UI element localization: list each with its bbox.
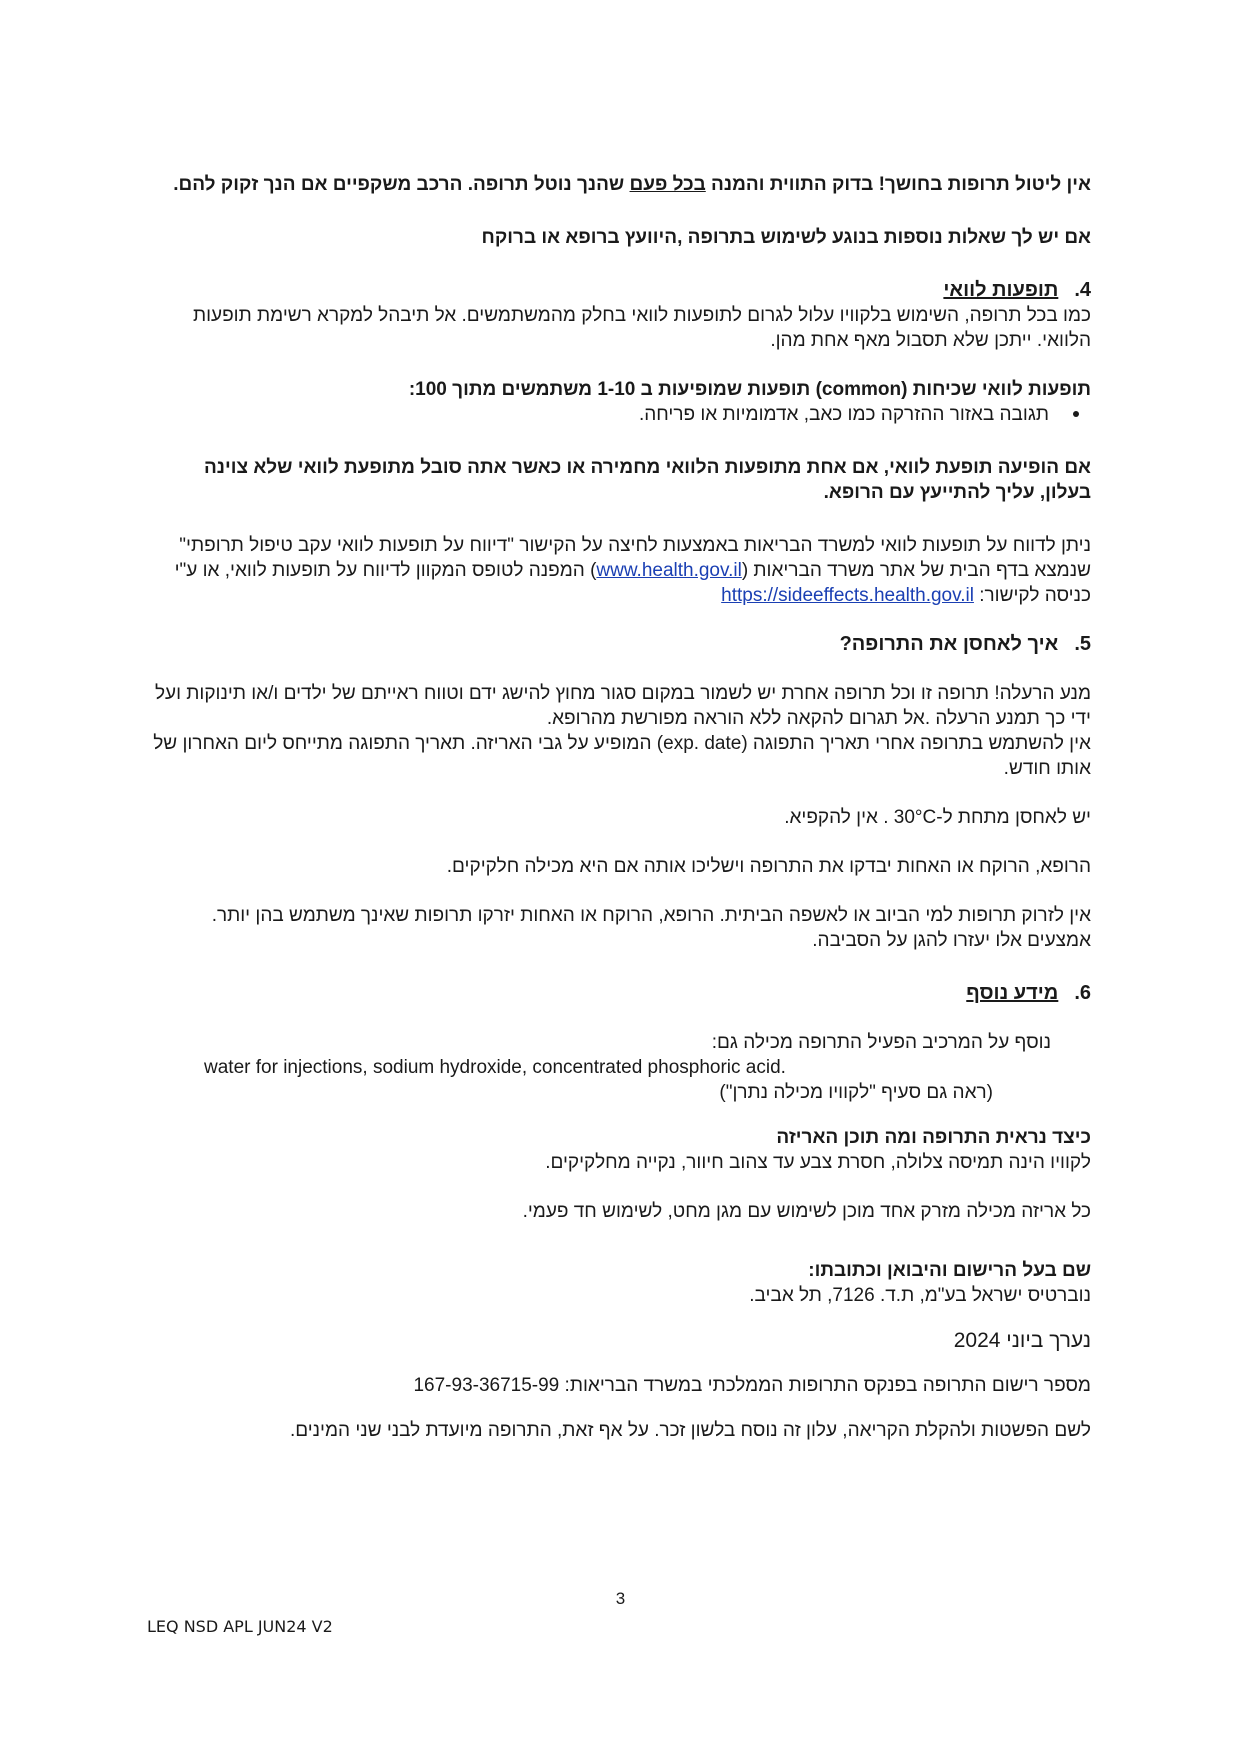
sideeffects-link[interactable]: https://sideeffects.health.gov.il (721, 585, 974, 606)
side-effects-warning: אם הופיעה תופעת לוואי, אם אחת מתופעות הלוואי מחמירה או כאשר אתה סובל מתופעת לוואי שלא צוינה בעלון, עליך להתייעץ עם הרופא. (203, 457, 1091, 503)
storage-particles-paragraph: הרופא, הרוקח או האחות יבדקו את התרופה וישליכו אותה אם היא מכילה חלקיקים. (446, 856, 1091, 877)
report-text-a: ניתן לדווח על תופעות לוואי למשרד הבריאות באמצעות לחיצה על הקישור "דיווח על תופעות לוואי עקב טיפול תרופתי" שנמצא בדף הבית של אתר משרד הבריאות ( (179, 535, 1091, 581)
section-6-number: 6. (1074, 982, 1091, 1004)
bullet-injection-site (150, 402, 1091, 427)
appearance-heading: כיצד נראית התרופה ומה תוכן האריזה (776, 1127, 1091, 1148)
section-4-title: תופעות לוואי (943, 279, 1059, 301)
section-4-heading (150, 278, 1091, 303)
registration-number: מספר רישום התרופה בפנקס התרופות הממלכתי במשרד הבריאות: 167-93-36715-99 (413, 1375, 1091, 1396)
package-contents: כל אריזה מכילה מזרק אחד מוכן לשימוש עם מגן מחט, לשימוש חד פעמי. (522, 1201, 1091, 1222)
section-5-title: איך לאחסן את התרופה? (839, 633, 1059, 655)
dark-warning-emphasis: בכל פעם (629, 174, 706, 195)
ingredients-note: (ראה גם סעיף "לקוויו מכילה נתרן") (719, 1082, 993, 1103)
license-holder-heading: שם בעל הרישום והיבואן וכתובתו: (808, 1260, 1091, 1281)
license-holder-text: נוברטיס ישראל בע"מ, ת.ד. 7126, תל אביב. (749, 1285, 1091, 1306)
health-gov-link[interactable]: www.health.gov.il (596, 560, 742, 581)
storage-poison-paragraph: מנע הרעלה! תרופה זו וכל תרופה אחרת יש לשמור במקום סגור מחוץ להישג ידם וטווח ראייתם של ילדים ו/או תינוקות ועל ידי כך תמנע הרעלה .אל תגרום להקאה ללא הוראה מפורשת מהרופא. (154, 683, 1091, 729)
section-6-title: מידע נוסף (966, 982, 1059, 1004)
common-side-effects-heading: תופעות לוואי שכיחות (common) תופעות שמופיעות ב 1-10 משתמשים מתוך 100: (408, 379, 1091, 400)
storage-expiry-paragraph: אין להשתמש בתרופה אחרי תאריך התפוגה (exp. date) המופיע על גבי האריזה. תאריך התפוגה מתייחס ליום האחרון של אותו חודש. (153, 733, 1091, 779)
storage-disposal-paragraph: אין לזרוק תרופות למי הביוב או לאשפה הביתית. הרופא, הרוקח או האחות יזרקו תרופות שאינך משתמש בהן יותר. אמצעים אלו יעזרו להגן על הסביבה. (211, 905, 1091, 951)
section-4-number: 4. (1074, 279, 1091, 301)
gender-note: לשם הפשטות ולהקלת הקריאה, עלון זה נוסח בלשון זכר. על אף זאת, התרופה מיועדת לבני שני המינים. (289, 1420, 1091, 1441)
ingredients-list: water for injections, sodium hydroxide, concentrated phosphoric acid. (204, 1057, 786, 1078)
page-number: 3 (615, 1589, 626, 1608)
dark-warning-text-c: שהנך נוטל תרופה. הרכב משקפיים אם הנך זקוק להם. (173, 174, 630, 195)
bullet-text: תגובה באזור ההזרקה כמו כאב, אדמומיות או פריחה. (638, 404, 1049, 425)
ingredients-intro: נוסף על המרכיב הפעיל התרופה מכילה גם: (711, 1032, 1051, 1053)
section-5-number: 5. (1074, 633, 1091, 655)
storage-temperature-paragraph: יש לאחסן מתחת ל-30°C . אין להקפיא. (784, 807, 1091, 828)
side-effects-intro: כמו בכל תרופה, השימוש בלקוויו עלול לגרום לתופעות לוואי בחלק מהמשתמשים. אל תיבהל למקרא רשימת תופעות הלוואי. ייתכן שלא תסבול מאף אחת מהן. (192, 305, 1091, 351)
ingredients-block (150, 1030, 1091, 1105)
leaflet-content (150, 172, 1091, 1443)
document-code: LEQ NSD APL JUN24 V2 (147, 1617, 333, 1636)
section-6-heading (150, 981, 1091, 1006)
report-text-b: ) המפנה לטופס המקוון לדיווח על תופעות לוואי, או ע"י כניסה לקישור: (174, 560, 1091, 606)
report-side-effects-paragraph (150, 533, 1091, 608)
dark-warning-text-a: אין ליטול תרופות בחושך! בדוק התווית והמנה (705, 174, 1091, 195)
section-5-heading (150, 632, 1091, 657)
bullet-dot-icon (1073, 411, 1079, 417)
dark-warning-paragraph (150, 172, 1091, 197)
revision-date: נערך ביוני 2024 (953, 1329, 1091, 1352)
questions-paragraph: אם יש לך שאלות נוספות בנוגע לשימוש בתרופה ,היוועץ ברופא או ברוקח (481, 227, 1091, 248)
appearance-description: לקוויו הינה תמיסה צלולה, חסרת צבע עד צהוב חיוור, נקייה מחלקיקים. (545, 1152, 1091, 1173)
